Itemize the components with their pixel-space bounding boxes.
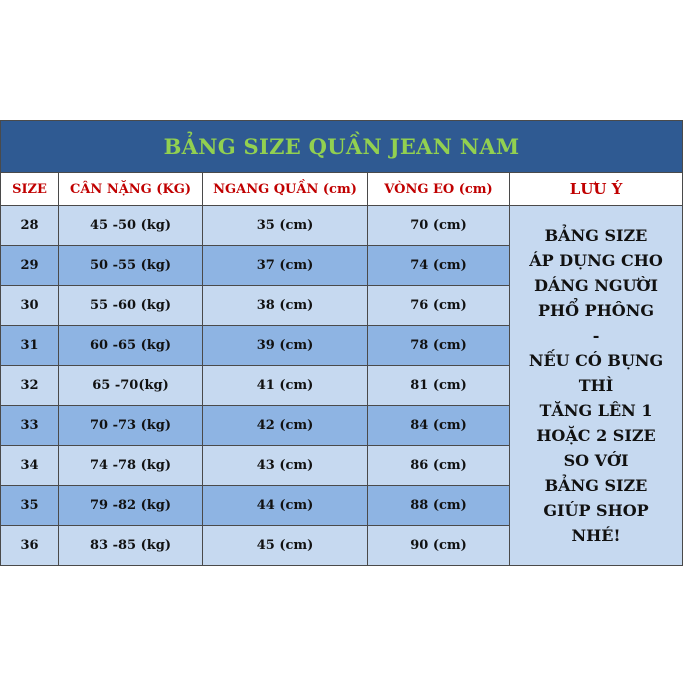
note-line: ÁP DỤNG CHO bbox=[529, 251, 663, 270]
cell-weight: 60 -65 (kg) bbox=[59, 326, 203, 366]
note-line: PHỔ PHÔNG bbox=[538, 301, 655, 320]
cell-size: 33 bbox=[1, 406, 59, 446]
cell-weight: 50 -55 (kg) bbox=[59, 246, 203, 286]
note-line: SO VỚI bbox=[563, 451, 629, 470]
header-size: SIZE bbox=[1, 173, 59, 206]
header-row bbox=[1, 173, 683, 206]
cell-width: 38 (cm) bbox=[203, 286, 368, 326]
note-line: BẢNG SIZE bbox=[544, 226, 648, 245]
cell-width: 37 (cm) bbox=[203, 246, 368, 286]
cell-weight: 83 -85 (kg) bbox=[59, 526, 203, 566]
cell-width: 39 (cm) bbox=[203, 326, 368, 366]
cell-width: 44 (cm) bbox=[203, 486, 368, 526]
cell-waist: 78 (cm) bbox=[368, 326, 510, 366]
cell-waist: 88 (cm) bbox=[368, 486, 510, 526]
cell-size: 34 bbox=[1, 446, 59, 486]
cell-weight: 55 -60 (kg) bbox=[59, 286, 203, 326]
cell-waist: 74 (cm) bbox=[368, 246, 510, 286]
header-waist: VÒNG EO (cm) bbox=[368, 173, 510, 206]
note-line: DÁNG NGƯỜI bbox=[534, 276, 658, 295]
note-line: NHÉ! bbox=[571, 526, 621, 545]
note-line: - bbox=[592, 326, 600, 345]
cell-size: 29 bbox=[1, 246, 59, 286]
cell-width: 45 (cm) bbox=[203, 526, 368, 566]
cell-weight: 79 -82 (kg) bbox=[59, 486, 203, 526]
cell-waist: 70 (cm) bbox=[368, 206, 510, 246]
header-note: LƯU Ý bbox=[510, 173, 683, 206]
cell-size: 31 bbox=[1, 326, 59, 366]
note-line: NẾU CÓ BỤNG bbox=[528, 351, 664, 370]
cell-size: 28 bbox=[1, 206, 59, 246]
cell-waist: 90 (cm) bbox=[368, 526, 510, 566]
note-line: GIÚP SHOP bbox=[543, 501, 649, 520]
cell-size: 36 bbox=[1, 526, 59, 566]
cell-weight: 65 -70(kg) bbox=[59, 366, 203, 406]
cell-size: 32 bbox=[1, 366, 59, 406]
table-row bbox=[1, 206, 683, 246]
note-line: TĂNG LÊN 1 bbox=[539, 401, 653, 420]
cell-weight: 70 -73 (kg) bbox=[59, 406, 203, 446]
note-line: THÌ bbox=[578, 376, 614, 395]
cell-width: 35 (cm) bbox=[203, 206, 368, 246]
size-chart-table bbox=[0, 120, 683, 566]
cell-width: 41 (cm) bbox=[203, 366, 368, 406]
cell-size: 35 bbox=[1, 486, 59, 526]
note-line: HOẶC 2 SIZE bbox=[536, 426, 656, 445]
cell-weight: 74 -78 (kg) bbox=[59, 446, 203, 486]
note-line: BẢNG SIZE bbox=[544, 476, 648, 495]
cell-waist: 86 (cm) bbox=[368, 446, 510, 486]
cell-size: 30 bbox=[1, 286, 59, 326]
cell-waist: 76 (cm) bbox=[368, 286, 510, 326]
cell-waist: 81 (cm) bbox=[368, 366, 510, 406]
cell-width: 42 (cm) bbox=[203, 406, 368, 446]
header-width: NGANG QUẦN (cm) bbox=[203, 173, 368, 206]
cell-width: 43 (cm) bbox=[203, 446, 368, 486]
table-title: BẢNG SIZE QUẦN JEAN NAM bbox=[1, 121, 683, 173]
cell-weight: 45 -50 (kg) bbox=[59, 206, 203, 246]
cell-waist: 84 (cm) bbox=[368, 406, 510, 446]
note-cell bbox=[510, 206, 683, 566]
header-weight: CÂN NẶNG (KG) bbox=[59, 173, 203, 206]
